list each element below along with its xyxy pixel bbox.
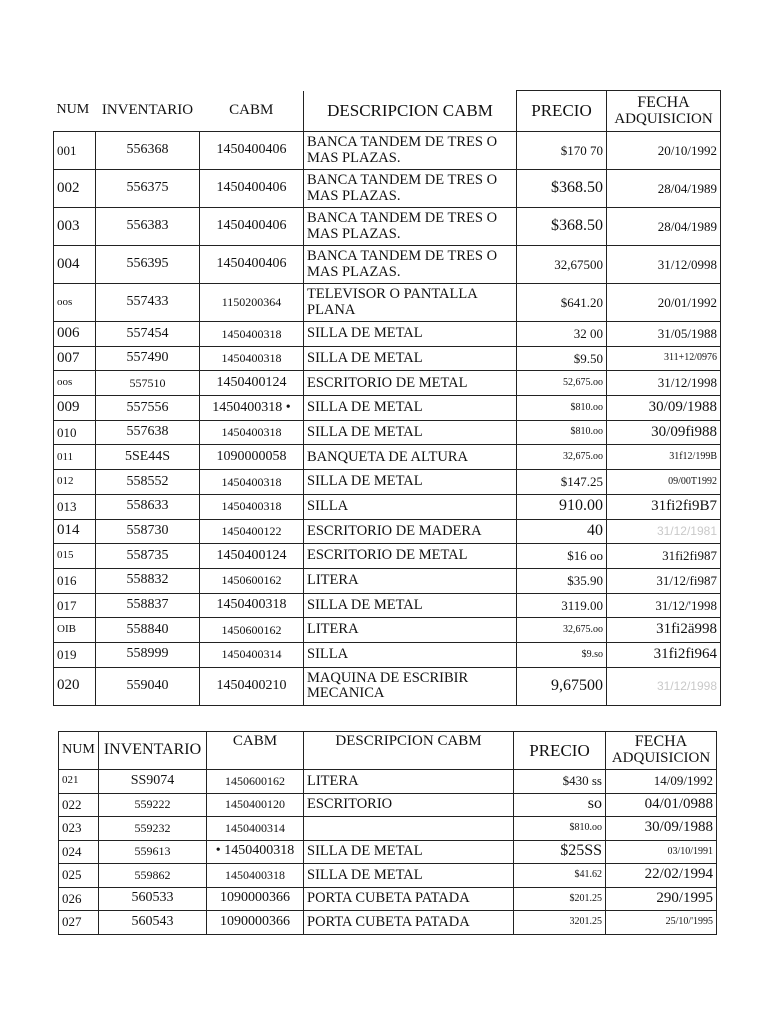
table-row [54, 568, 721, 593]
cell-precio: $41.62 [514, 864, 606, 888]
cell-num: 022 [59, 793, 99, 817]
cell-num: 002 [54, 170, 96, 208]
cell-cabm: 1450400318 [200, 420, 304, 445]
header-inventario: INVENTARIO [101, 101, 194, 118]
cell-precio: $9.so [517, 642, 607, 667]
cell-inventario: 558832 [96, 568, 200, 593]
cell-cabm: 1450400406 [200, 246, 304, 284]
table-row [54, 371, 721, 396]
cell-precio: 3201.25 [514, 911, 606, 935]
cell-num: 019 [54, 642, 96, 667]
cell-cabm: 1450400318 [200, 322, 304, 347]
cell-cabm: 1450400124 [200, 371, 304, 396]
cell-descripcion: SILLA DE METAL [304, 840, 514, 864]
cell-descripcion: MAQUINA DE ESCRIBIR MECANICA [304, 667, 517, 705]
cell-inventario: 559040 [96, 667, 200, 705]
cell-inventario: 558735 [96, 544, 200, 569]
table-header-row [59, 732, 717, 770]
cell-descripcion: BANCA TANDEM DE TRES O MAS PLAZAS. [304, 132, 517, 170]
cell-fecha: 09/00T1992 [607, 470, 721, 495]
cell-precio: $170 70 [517, 132, 607, 170]
cell-num: 015 [54, 544, 96, 569]
cell-fecha: 04/01/0988 [606, 793, 717, 817]
table-row [54, 322, 721, 347]
cell-cabm: 1450400318 [207, 864, 304, 888]
cell-fecha: 31/12/0998 [607, 246, 721, 284]
cell-cabm: 1450600162 [207, 770, 304, 794]
cell-num: 014 [54, 519, 96, 544]
cell-num: 007 [54, 346, 96, 371]
table-row [54, 667, 721, 705]
cell-inventario: 558837 [96, 593, 200, 618]
cell-precio: $35.90 [517, 568, 607, 593]
cell-cabm: 1090000366 [207, 887, 304, 911]
cell-num: 004 [54, 246, 96, 284]
cell-num: 009 [54, 396, 96, 421]
cell-inventario: 558552 [96, 470, 200, 495]
cell-inventario: 557510 [96, 371, 200, 396]
cell-num: 026 [59, 887, 99, 911]
cell-precio: 9,67500 [517, 667, 607, 705]
cell-inventario: 559862 [99, 864, 207, 888]
table-2-body [59, 770, 717, 935]
cell-descripcion: SILLA DE METAL [304, 864, 514, 888]
cell-fecha: 31f12/199B [607, 445, 721, 470]
cell-num: 016 [54, 568, 96, 593]
cell-inventario: 559222 [99, 793, 207, 817]
cell-num: 025 [59, 864, 99, 888]
header-num: NUM [56, 102, 90, 118]
table-row [54, 519, 721, 544]
table-row [54, 246, 721, 284]
cell-precio: 32,67500 [517, 246, 607, 284]
cell-inventario: 558999 [96, 642, 200, 667]
cell-cabm: 1450400318 [200, 470, 304, 495]
cell-descripcion [304, 817, 514, 841]
cell-precio: $368.50 [517, 208, 607, 246]
cell-cabm: 1450400318 • [200, 396, 304, 421]
cell-fecha: 28/04/1989 [607, 208, 721, 246]
cell-precio: 40 [517, 519, 607, 544]
cell-num: 020 [54, 667, 96, 705]
cell-precio: so [514, 793, 606, 817]
cell-inventario: 557638 [96, 420, 200, 445]
cell-num: 017 [54, 593, 96, 618]
header-fecha-line1: FECHA [634, 733, 688, 751]
cell-descripcion: SILLA DE METAL [304, 346, 517, 371]
table-row [54, 284, 721, 322]
cell-inventario: SS9074 [99, 770, 207, 794]
cell-cabm: 1450400406 [200, 208, 304, 246]
table-row [59, 840, 717, 864]
cell-inventario: 560543 [99, 911, 207, 935]
cell-num: 010 [54, 420, 96, 445]
cell-cabm: 1450400124 [200, 544, 304, 569]
cell-precio: 3119.00 [517, 593, 607, 618]
cell-fecha: 290/1995 [606, 887, 717, 911]
cell-cabm: 1450400318 [200, 593, 304, 618]
cell-descripcion: SILLA DE METAL [304, 396, 517, 421]
table-row [54, 445, 721, 470]
header-inventario: INVENTARIO [99, 732, 207, 770]
cell-descripcion: LITERA [304, 568, 517, 593]
cell-num: oos [54, 284, 96, 322]
cell-descripcion: LITERA [304, 770, 514, 794]
table-row [54, 132, 721, 170]
cell-precio: 32 00 [517, 322, 607, 347]
cell-descripcion: LITERA [304, 618, 517, 643]
inventory-table-2 [58, 731, 717, 935]
cell-descripcion: PORTA CUBETA PATADA [304, 887, 514, 911]
table-row [59, 817, 717, 841]
table-row [59, 911, 717, 935]
cell-cabm: 1450400210 [200, 667, 304, 705]
cell-inventario: 557433 [96, 284, 200, 322]
table-row [59, 770, 717, 794]
cell-fecha: 31fi2fi987 [607, 544, 721, 569]
table-row [54, 494, 721, 519]
cell-precio: 910.00 [517, 494, 607, 519]
header-fecha [607, 91, 721, 132]
table-row [54, 618, 721, 643]
cell-inventario: 560533 [99, 887, 207, 911]
cell-descripcion: ESCRITORIO DE METAL [304, 544, 517, 569]
cell-descripcion: SILLA DE METAL [304, 322, 517, 347]
cell-fecha: 31fi2fi964 [607, 642, 721, 667]
cell-cabm: 1450400314 [200, 642, 304, 667]
cell-precio: $810.oo [517, 396, 607, 421]
cell-num: oos [54, 371, 96, 396]
cell-fecha: 31/12/1998 [607, 371, 721, 396]
cell-fecha: 30/09fi988 [607, 420, 721, 445]
cell-descripcion: PORTA CUBETA PATADA [304, 911, 514, 935]
cell-precio: 52,675.oo [517, 371, 607, 396]
cell-descripcion: SILLA DE METAL [304, 593, 517, 618]
cell-fecha: 31/05/1988 [607, 322, 721, 347]
cell-cabm: 1090000366 [207, 911, 304, 935]
cell-precio: $641.20 [517, 284, 607, 322]
cell-inventario: 559613 [99, 840, 207, 864]
cell-precio: $810.oo [514, 817, 606, 841]
header-fecha-line1: FECHA [637, 93, 690, 111]
header-precio: PRECIO [514, 732, 606, 770]
cell-num: 011 [54, 445, 96, 470]
cell-precio: $147.25 [517, 470, 607, 495]
table-row [54, 346, 721, 371]
cell-inventario: 558633 [96, 494, 200, 519]
cell-descripcion: ESCRITORIO DE MADERA [304, 519, 517, 544]
cell-inventario: 557454 [96, 322, 200, 347]
header-precio: PRECIO [517, 91, 607, 132]
cell-precio: $16 oo [517, 544, 607, 569]
cell-cabm: 1450400318 [200, 346, 304, 371]
table-row [54, 544, 721, 569]
cell-fecha: 31/12/1998 [607, 667, 721, 705]
cell-fecha: 30/09/1988 [607, 396, 721, 421]
cell-num: OIB [54, 618, 96, 643]
cell-precio: $25SS [514, 840, 606, 864]
cell-descripcion: SILLA [304, 642, 517, 667]
cell-fecha: 14/09/1992 [606, 770, 717, 794]
cell-inventario: 557556 [96, 396, 200, 421]
cell-fecha: 20/10/1992 [607, 132, 721, 170]
cell-num: 013 [54, 494, 96, 519]
cell-descripcion: SILLA DE METAL [304, 420, 517, 445]
cell-precio: $368.50 [517, 170, 607, 208]
cell-descripcion: TELEVISOR O PANTALLA PLANA [304, 284, 517, 322]
cell-num: 001 [54, 132, 96, 170]
cell-precio: $430 ss [514, 770, 606, 794]
cell-fecha: 31fi2ä998 [607, 618, 721, 643]
cell-cabm: 1450600162 [200, 568, 304, 593]
cell-inventario: 559232 [99, 817, 207, 841]
cell-descripcion: BANCA TANDEM DE TRES O MAS PLAZAS. [304, 208, 517, 246]
table-row [54, 420, 721, 445]
table-row [54, 170, 721, 208]
cell-precio: 32,675.oo [517, 445, 607, 470]
inventory-table-1 [53, 90, 721, 706]
cell-descripcion: SILLA [304, 494, 517, 519]
header-num: NUM [59, 732, 99, 770]
header-descripcion: DESCRIPCION CABM [304, 91, 517, 132]
header-cabm: CABM [207, 732, 304, 770]
cell-descripcion: ESCRITORIO DE METAL [304, 371, 517, 396]
cell-fecha: 31/12/'1998 [607, 593, 721, 618]
cell-cabm: 1450400318 [200, 494, 304, 519]
cell-fecha: 311+12/0976 [607, 346, 721, 371]
table-row [54, 208, 721, 246]
cell-inventario: 556375 [96, 170, 200, 208]
cell-inventario: 5SE44S [96, 445, 200, 470]
table-row [54, 396, 721, 421]
cell-fecha: 25/10/'1995 [606, 911, 717, 935]
cell-inventario: 556383 [96, 208, 200, 246]
cell-num: 003 [54, 208, 96, 246]
cell-fecha: 22/02/1994 [606, 864, 717, 888]
header-fecha [606, 732, 717, 770]
cell-fecha: 20/01/1992 [607, 284, 721, 322]
table-row [54, 593, 721, 618]
header-fecha-line2: ADQUISICION [614, 110, 713, 127]
header-cabm: CABM [229, 101, 274, 118]
cell-num: 023 [59, 817, 99, 841]
table-row [59, 887, 717, 911]
cell-cabm: 1450400120 [207, 793, 304, 817]
cell-descripcion: BANQUETA DE ALTURA [304, 445, 517, 470]
cell-descripcion: BANCA TANDEM DE TRES O MAS PLAZAS. [304, 246, 517, 284]
cell-inventario: 558840 [96, 618, 200, 643]
table-row [59, 864, 717, 888]
cell-cabm: 1090000058 [200, 445, 304, 470]
cell-inventario: 558730 [96, 519, 200, 544]
cell-inventario: 556395 [96, 246, 200, 284]
cell-cabm: 1450400314 [207, 817, 304, 841]
table-row [54, 642, 721, 667]
cell-fecha: 28/04/1989 [607, 170, 721, 208]
cell-cabm: 1450400406 [200, 132, 304, 170]
cell-fecha: 31/12/fi987 [607, 568, 721, 593]
cell-num: 012 [54, 470, 96, 495]
cell-cabm: 1450400406 [200, 170, 304, 208]
cell-descripcion: BANCA TANDEM DE TRES O MAS PLAZAS. [304, 170, 517, 208]
table-header-row [54, 91, 721, 132]
table-row [59, 793, 717, 817]
header-descripcion: DESCRIPCION CABM [304, 732, 514, 770]
cell-fecha: 03/10/1991 [606, 840, 717, 864]
table-row [54, 470, 721, 495]
cell-num: 027 [59, 911, 99, 935]
cell-precio: $810.oo [517, 420, 607, 445]
cell-cabm: 1150200364 [200, 284, 304, 322]
cell-num: 024 [59, 840, 99, 864]
cell-precio: $201.25 [514, 887, 606, 911]
cell-cabm: 1450600162 [200, 618, 304, 643]
cell-precio: 32,675.oo [517, 618, 607, 643]
header-fecha-line2: ADQUISICION [611, 750, 711, 767]
cell-cabm: 1450400122 [200, 519, 304, 544]
table-1-body [54, 132, 721, 706]
cell-descripcion: SILLA DE METAL [304, 470, 517, 495]
cell-inventario: 556368 [96, 132, 200, 170]
cell-fecha: 31/12/1981 [607, 519, 721, 544]
cell-precio: $9.50 [517, 346, 607, 371]
cell-inventario: 557490 [96, 346, 200, 371]
cell-descripcion: ESCRITORIO [304, 793, 514, 817]
cell-num: 021 [59, 770, 99, 794]
cell-cabm: • 1450400318 [207, 840, 304, 864]
cell-fecha: 30/09/1988 [606, 817, 717, 841]
cell-fecha: 31fi2fi9B7 [607, 494, 721, 519]
cell-num: 006 [54, 322, 96, 347]
